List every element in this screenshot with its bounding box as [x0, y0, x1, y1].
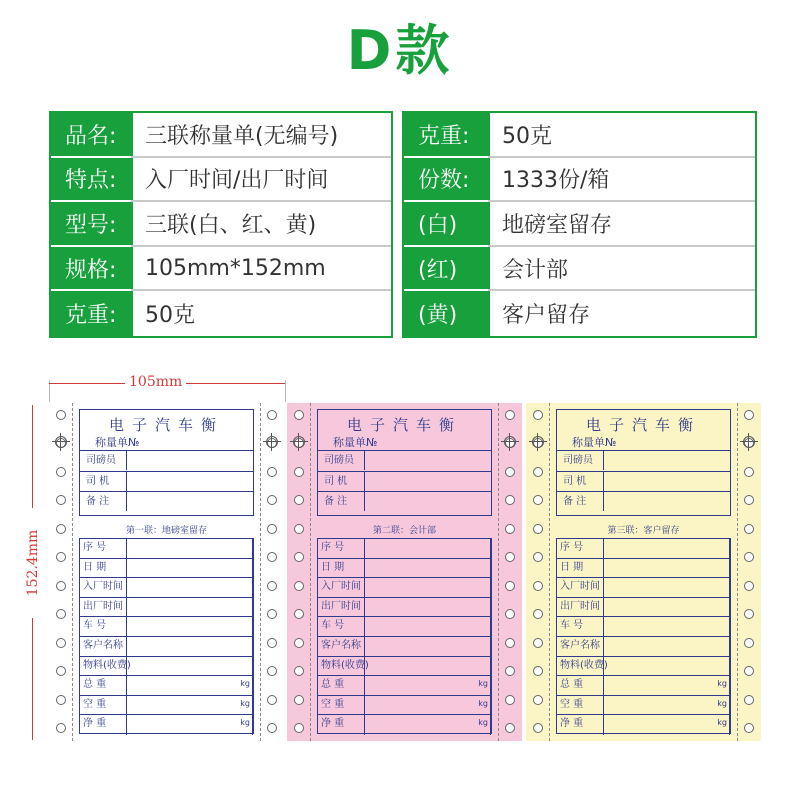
form-header-row [318, 471, 491, 491]
tractor-hole [294, 695, 304, 705]
form-field-value [127, 598, 253, 617]
form-field-label: 日 期 [557, 559, 604, 578]
tractor-hole [533, 552, 543, 562]
width-label: 105mm [125, 374, 186, 390]
form-body-row [80, 559, 253, 579]
form-area [550, 403, 737, 741]
form-field-value [604, 617, 730, 636]
tractor-hole [294, 552, 304, 562]
spec-row [404, 202, 755, 247]
spec-row [404, 158, 755, 203]
tractor-hole [505, 410, 515, 420]
form-field-value [604, 578, 730, 597]
spec-row [404, 247, 755, 292]
copy-section-title: 第一联：地磅室留存 [125, 526, 207, 536]
registration-mark-icon [503, 435, 517, 449]
form-body-row [318, 676, 491, 696]
form-body-row [318, 696, 491, 716]
tractor-hole [267, 609, 277, 619]
form-body-row [318, 715, 491, 735]
form-body-row [557, 696, 730, 716]
form-field-label: 序 号 [80, 539, 127, 558]
tractor-hole [533, 581, 543, 591]
form-field-value [604, 539, 730, 558]
right-tractor-strip [498, 403, 522, 741]
form-field-label: 空 重 [557, 696, 604, 715]
form-header-row [318, 491, 491, 511]
tractor-hole [56, 723, 66, 733]
tractor-hole [56, 638, 66, 648]
form-body-row [80, 676, 253, 696]
unit-label: kg [240, 698, 250, 708]
tractor-hole [267, 581, 277, 591]
form-field-label: 日 期 [318, 559, 365, 578]
form-field-value [365, 676, 491, 695]
form-header-box [79, 409, 254, 516]
tractor-hole [267, 723, 277, 733]
tractor-hole [744, 723, 754, 733]
form-header-row [557, 471, 730, 491]
page-title: D款 [346, 19, 454, 82]
tractor-hole [505, 638, 515, 648]
form-field-value [365, 578, 491, 597]
tractor-hole [267, 666, 277, 676]
form-body-row [80, 657, 253, 677]
form-body-row [557, 598, 730, 618]
tractor-hole [294, 723, 304, 733]
form-field-label: 出厂时间 [557, 598, 604, 617]
spec-key: 规格: [51, 247, 131, 292]
form-field-value [604, 657, 730, 676]
form-body-row [318, 559, 491, 579]
height-label: 152.4mm [25, 508, 41, 618]
form-header-row [80, 450, 253, 470]
spec-table-right [402, 111, 757, 338]
right-tractor-strip [737, 403, 761, 741]
form-copy [49, 403, 284, 741]
form-field-label: 备 注 [557, 492, 604, 511]
form-body-row [80, 637, 253, 657]
tractor-hole [267, 410, 277, 420]
tractor-hole [267, 467, 277, 477]
form-field-value [604, 696, 730, 715]
tractor-hole [744, 638, 754, 648]
form-field-label: 出厂时间 [80, 598, 127, 617]
tractor-hole [533, 723, 543, 733]
tractor-hole [267, 552, 277, 562]
form-area [311, 403, 498, 741]
form-body-row [557, 657, 730, 677]
spec-key: 特点: [51, 158, 131, 203]
form-body-row [557, 559, 730, 579]
form-field-value [127, 715, 253, 735]
tractor-hole [56, 410, 66, 420]
tractor-hole [744, 495, 754, 505]
left-tractor-strip [526, 403, 550, 741]
form-field-label: 车 号 [318, 617, 365, 636]
form-body-row [557, 578, 730, 598]
tractor-hole [294, 467, 304, 477]
form-field-label: 入厂时间 [318, 578, 365, 597]
spec-row [51, 202, 391, 247]
unit-label: kg [717, 718, 727, 728]
form-field-label: 序 号 [557, 539, 604, 558]
tractor-hole [267, 524, 277, 534]
tractor-hole [505, 524, 515, 534]
unit-label: kg [717, 679, 727, 689]
registration-mark-icon [54, 435, 68, 449]
tractor-hole [294, 638, 304, 648]
tractor-hole [56, 581, 66, 591]
form-field-label: 物料(收费) [318, 657, 365, 676]
form-title: 电子汽车衡 [585, 416, 701, 434]
form-field-label: 司磅员 [318, 451, 365, 470]
spec-value: 50克 [131, 291, 391, 336]
tractor-hole [744, 695, 754, 705]
form-body-row [80, 578, 253, 598]
spec-value: 1333份/箱 [488, 158, 755, 201]
unit-label: kg [478, 679, 488, 689]
tractor-hole [56, 552, 66, 562]
form-body-row [557, 539, 730, 559]
form-subtitle: 称量单№ [572, 436, 617, 449]
unit-label: kg [478, 718, 488, 728]
spec-row [404, 113, 755, 158]
copy-section-title: 第二联：会计部 [372, 526, 436, 536]
form-body-row [318, 637, 491, 657]
left-tractor-strip [49, 403, 73, 741]
form-field-value [127, 559, 253, 578]
spec-value: 50克 [488, 113, 755, 156]
spec-row [51, 247, 391, 292]
right-tractor-strip [260, 403, 284, 741]
spec-row [404, 291, 755, 336]
form-field-label: 净 重 [318, 715, 365, 735]
form-field-label: 总 重 [318, 676, 365, 695]
tractor-hole [744, 524, 754, 534]
spec-value: 客户留存 [488, 291, 755, 336]
form-body-row [80, 617, 253, 637]
spec-key: 型号: [51, 202, 131, 247]
form-area [73, 403, 260, 741]
form-body-row [80, 715, 253, 735]
form-field-value [365, 637, 491, 656]
form-field-label: 总 重 [80, 676, 127, 695]
form-body-row [557, 676, 730, 696]
form-field-label: 空 重 [318, 696, 365, 715]
unit-label: kg [240, 679, 250, 689]
form-field-label: 司磅员 [80, 451, 127, 470]
form-field-value [604, 715, 730, 735]
form-body-row [557, 715, 730, 735]
form-field-value [365, 539, 491, 558]
tractor-hole [267, 495, 277, 505]
tractor-hole [294, 410, 304, 420]
tractor-hole [744, 666, 754, 676]
spec-value: 入厂时间/出厂时间 [131, 158, 391, 201]
tractor-hole [294, 609, 304, 619]
spec-value: 三联(白、红、黄) [131, 202, 391, 245]
tractor-hole [505, 495, 515, 505]
tractor-hole [56, 467, 66, 477]
form-field-value [604, 676, 730, 695]
tractor-hole [267, 638, 277, 648]
spec-row [51, 158, 391, 203]
form-field-value [604, 637, 730, 656]
form-body-row [318, 657, 491, 677]
tractor-hole [744, 609, 754, 619]
tractor-hole [505, 695, 515, 705]
spec-value: 会计部 [488, 247, 755, 290]
form-subtitle: 称量单№ [95, 436, 140, 449]
form-field-label: 出厂时间 [318, 598, 365, 617]
unit-label: kg [478, 698, 488, 708]
tractor-hole [533, 666, 543, 676]
form-field-value [365, 617, 491, 636]
tractor-hole [294, 581, 304, 591]
tractor-hole [294, 666, 304, 676]
form-field-value [365, 715, 491, 735]
registration-mark-icon [292, 435, 306, 449]
form-field-label: 司 机 [80, 472, 127, 491]
form-title: 电子汽车衡 [108, 416, 224, 434]
tractor-hole [744, 552, 754, 562]
tractor-hole [533, 410, 543, 420]
form-field-label: 物料(收费) [557, 657, 604, 676]
tractor-hole [56, 524, 66, 534]
form-body-row [318, 578, 491, 598]
form-field-label: 车 号 [80, 617, 127, 636]
spec-key: (白) [404, 202, 488, 247]
tractor-hole [505, 552, 515, 562]
spec-key: 品名: [51, 113, 131, 158]
form-subtitle: 称量单№ [333, 436, 378, 449]
form-field-label: 净 重 [80, 715, 127, 735]
form-body-box [317, 538, 492, 734]
spec-table-left [49, 111, 393, 338]
spec-value: 地磅室留存 [488, 202, 755, 245]
tractor-hole [56, 695, 66, 705]
form-field-label: 司 机 [318, 472, 365, 491]
form-field-value [127, 617, 253, 636]
form-header-row [318, 450, 491, 470]
form-field-value [127, 696, 253, 715]
form-field-label: 备 注 [80, 492, 127, 511]
form-header-row [557, 491, 730, 511]
form-field-label: 日 期 [80, 559, 127, 578]
registration-mark-icon [531, 435, 545, 449]
form-field-value [127, 657, 253, 676]
unit-label: kg [240, 718, 250, 728]
tractor-hole [294, 495, 304, 505]
form-header-row [80, 471, 253, 491]
spec-key: (红) [404, 247, 488, 292]
form-field-label: 序 号 [318, 539, 365, 558]
form-field-label: 客户名称 [80, 637, 127, 656]
spec-row [51, 291, 391, 336]
spec-key: 克重: [51, 291, 131, 336]
form-title: 电子汽车衡 [346, 416, 462, 434]
form-field-label: 净 重 [557, 715, 604, 735]
form-field-label: 司 机 [557, 472, 604, 491]
form-header-row [557, 450, 730, 470]
tractor-hole [744, 581, 754, 591]
form-field-value [127, 637, 253, 656]
form-body-row [318, 617, 491, 637]
tractor-hole [533, 638, 543, 648]
registration-mark-icon [265, 435, 279, 449]
tractor-hole [533, 495, 543, 505]
spec-key: 克重: [404, 113, 488, 158]
form-body-box [79, 538, 254, 734]
form-body-row [557, 637, 730, 657]
form-body-row [80, 539, 253, 559]
left-tractor-strip [287, 403, 311, 741]
tractor-hole [533, 609, 543, 619]
form-field-label: 入厂时间 [557, 578, 604, 597]
form-field-label: 客户名称 [318, 637, 365, 656]
form-copy [287, 403, 522, 741]
form-field-value [127, 578, 253, 597]
registration-mark-icon [742, 435, 756, 449]
form-field-value [127, 676, 253, 695]
form-field-value [604, 598, 730, 617]
form-body-row [318, 598, 491, 618]
tractor-hole [56, 495, 66, 505]
tractor-hole [505, 723, 515, 733]
tractor-hole [267, 695, 277, 705]
spec-value: 105mm*152mm [131, 247, 391, 290]
tractor-hole [744, 410, 754, 420]
spec-key: 份数: [404, 158, 488, 203]
form-field-label: 空 重 [80, 696, 127, 715]
tractor-hole [505, 609, 515, 619]
form-field-label: 车 号 [557, 617, 604, 636]
form-body-row [318, 539, 491, 559]
form-copy [526, 403, 761, 741]
spec-row [51, 113, 391, 158]
form-body-row [557, 617, 730, 637]
form-header-row [80, 491, 253, 511]
dimension-tick [285, 380, 286, 402]
form-field-label: 入厂时间 [80, 578, 127, 597]
form-field-label: 备 注 [318, 492, 365, 511]
tractor-hole [56, 609, 66, 619]
tractor-hole [533, 524, 543, 534]
form-body-row [80, 598, 253, 618]
form-field-value [365, 598, 491, 617]
form-field-label: 客户名称 [557, 637, 604, 656]
form-field-value [365, 657, 491, 676]
form-field-value [604, 559, 730, 578]
form-header-box [317, 409, 492, 516]
width-dimension [49, 374, 285, 390]
tractor-hole [505, 467, 515, 477]
tractor-hole [533, 695, 543, 705]
form-field-label: 司磅员 [557, 451, 604, 470]
tractor-hole [56, 666, 66, 676]
form-field-value [365, 559, 491, 578]
form-field-value [127, 539, 253, 558]
spec-value: 三联称量单(无编号) [131, 113, 391, 156]
form-body-box [556, 538, 731, 734]
tractor-hole [505, 666, 515, 676]
form-body-row [80, 696, 253, 716]
tractor-hole [505, 581, 515, 591]
form-header-box [556, 409, 731, 516]
form-field-label: 总 重 [557, 676, 604, 695]
form-field-value [365, 696, 491, 715]
spec-key: (黄) [404, 291, 488, 336]
copy-section-title: 第三联：客户留存 [607, 526, 680, 536]
height-dimension [25, 405, 39, 740]
form-field-label: 物料(收费) [80, 657, 127, 676]
tractor-hole [294, 524, 304, 534]
unit-label: kg [717, 698, 727, 708]
tractor-hole [744, 467, 754, 477]
tractor-hole [533, 467, 543, 477]
